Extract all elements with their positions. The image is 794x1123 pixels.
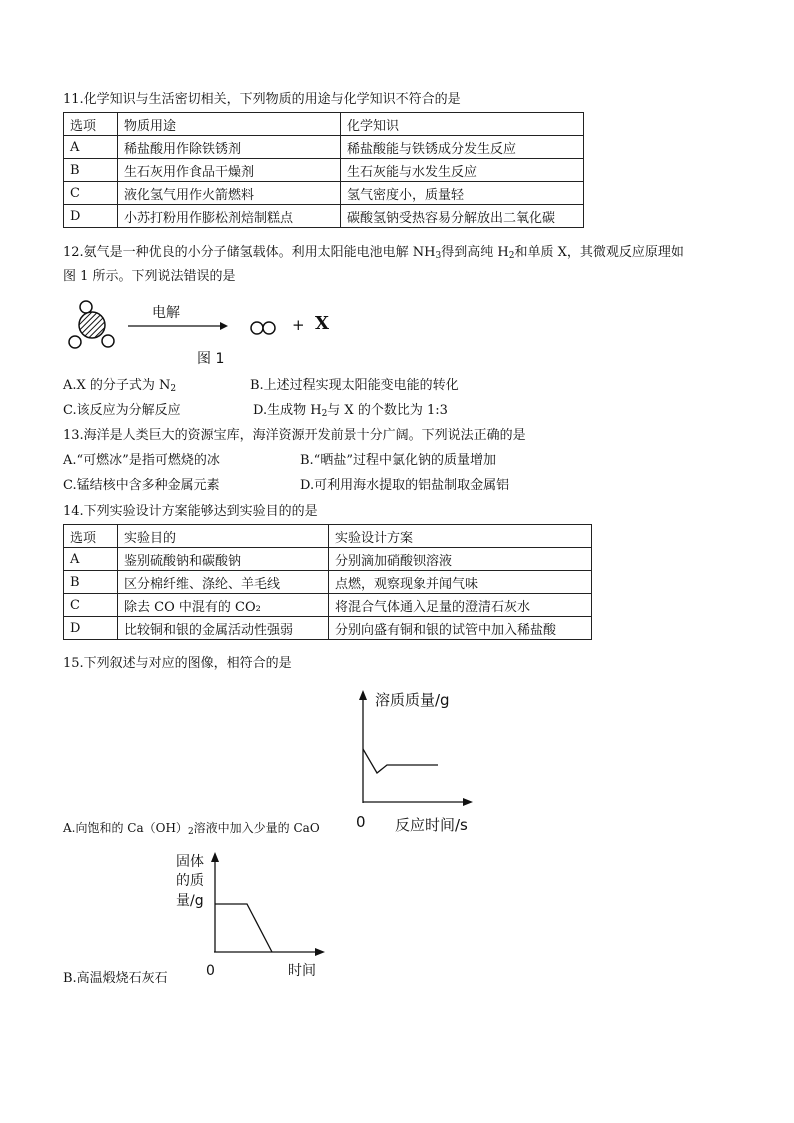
q12-option-a: A.X 的分子式为 $N_2$ xyxy=(63,378,177,394)
q12-option-d: D.生成物 $H_2$与 X 的个数比为 1:3 xyxy=(253,403,448,419)
table-row xyxy=(64,136,584,159)
table-row xyxy=(64,159,584,182)
table-cell: 将混合气体通入足量的澄清石灰水 xyxy=(329,594,592,617)
table-header: 物质用途 xyxy=(118,113,341,136)
table-header-row xyxy=(64,525,592,548)
graph-b-caption: B.高温煅烧石灰石 xyxy=(63,971,168,986)
graph-b-y-axis xyxy=(211,852,219,952)
graph-b-ylabel-1: 固体 xyxy=(176,854,204,870)
table-cell: 区分棉纤维、涤纶、羊毛线 xyxy=(118,571,329,594)
q11-table xyxy=(63,112,584,228)
q12-option-c: C.该反应为分解反应 xyxy=(63,403,181,418)
table-cell: 比较铜和银的金属活动性强弱 xyxy=(118,617,329,640)
table-row xyxy=(64,548,592,571)
table-cell: D xyxy=(64,205,118,228)
table-cell: C xyxy=(64,182,118,205)
graph-b-x-axis xyxy=(214,948,325,956)
q12-stem-line1: 12.氨气是一种优良的小分子储氢载体。利用太阳能电池电解 $NH_3$得到高纯 $H_2$和单质 X，其微观反应原理如 xyxy=(63,245,684,261)
graph-a-x-axis xyxy=(363,798,473,806)
table-cell: 稀盐酸用作除铁锈剂 xyxy=(118,136,341,159)
graph-a-curve xyxy=(363,749,438,773)
table-row xyxy=(64,205,584,228)
graph-b-xlabel: 时间 xyxy=(288,963,316,979)
table-header: 选项 xyxy=(64,525,118,548)
table-header: 实验设计方案 xyxy=(329,525,592,548)
q13-stem: 13.海洋是人类巨大的资源宝库，海洋资源开发前景十分广阔。下列说法正确的是 xyxy=(63,428,526,443)
q11-stem: 11.化学知识与生活密切相关，下列物质的用途与化学知识不符合的是 xyxy=(63,92,461,107)
graph-a-ylabel: 溶质质量/g xyxy=(375,691,450,709)
table-cell: A xyxy=(64,136,118,159)
table-row xyxy=(64,571,592,594)
q14-table xyxy=(63,524,592,640)
table-cell: 稀盐酸能与铁锈成分发生反应 xyxy=(341,136,584,159)
arrow-icon xyxy=(128,322,228,330)
table-cell: 生石灰用作食品干燥剂 xyxy=(118,159,341,182)
hydrogen-molecule-icon xyxy=(251,322,275,334)
table-header-row xyxy=(64,113,584,136)
table-cell: 分别滴加硝酸钡溶液 xyxy=(329,548,592,571)
table-cell: B xyxy=(64,159,118,182)
table-cell: 液化氢气用作火箭燃料 xyxy=(118,182,341,205)
table-cell: D xyxy=(64,617,118,640)
table-header: 选项 xyxy=(64,113,118,136)
table-row xyxy=(64,617,592,640)
graph-a-origin: 0 xyxy=(356,813,366,831)
q12-option-b: B.上述过程实现太阳能变电能的转化 xyxy=(250,378,459,393)
graph-a-y-axis xyxy=(359,690,367,803)
table-cell: 小苏打粉用作膨松剂焙制糕点 xyxy=(118,205,341,228)
table-row xyxy=(64,594,592,617)
table-cell: 氢气密度小，质量轻 xyxy=(341,182,584,205)
table-cell: 点燃，观察现象并闻气味 xyxy=(329,571,592,594)
table-cell: 鉴别硫酸钠和碳酸钠 xyxy=(118,548,329,571)
q15-stem: 15.下列叙述与对应的图像，相符合的是 xyxy=(63,656,292,671)
table-cell: 除去 CO 中混有的 CO₂ xyxy=(118,594,329,617)
table-cell: 生石灰能与水发生反应 xyxy=(341,159,584,182)
table-cell: C xyxy=(64,594,118,617)
graph-b-curve xyxy=(215,904,272,952)
table-row xyxy=(64,182,584,205)
graph-b xyxy=(205,850,335,960)
q14-stem: 14.下列实验设计方案能够达到实验目的的是 xyxy=(63,504,318,519)
table-header: 化学知识 xyxy=(341,113,584,136)
arrow-label: 电解 xyxy=(152,305,180,321)
graph-a-xlabel: 反应时间/s xyxy=(395,816,468,834)
graph-a-caption: A.向饱和的 $Ca(OH)_2$溶液中加入少量的 CaO xyxy=(63,821,320,837)
table-cell: 碳酸氢钠受热容易分解放出二氧化碳 xyxy=(341,205,584,228)
plus-sign: + xyxy=(292,316,305,334)
product-x: X xyxy=(315,313,329,334)
graph-b-ylabel-2: 的质 xyxy=(176,873,204,889)
graph-b-origin: 0 xyxy=(206,963,215,979)
q12-stem-line2: 图 1 所示。下列说法错误的是 xyxy=(63,269,236,284)
figure-label: 图 1 xyxy=(197,351,225,367)
ammonia-molecule-icon xyxy=(69,301,114,348)
table-cell: B xyxy=(64,571,118,594)
q13-option-b: B.“晒盐”过程中氯化钠的质量增加 xyxy=(300,453,496,468)
q13-option-c: C.锰结核中含多种金属元素 xyxy=(63,478,220,493)
q13-option-d: D.可利用海水提取的铝盐制取金属铝 xyxy=(300,478,510,493)
table-cell: A xyxy=(64,548,118,571)
q13-option-a: A.“可燃冰”是指可燃烧的冰 xyxy=(63,453,220,468)
graph-b-ylabel-3: 量/g xyxy=(176,893,204,909)
table-cell: 分别向盛有铜和银的试管中加入稀盐酸 xyxy=(329,617,592,640)
table-header: 实验目的 xyxy=(118,525,329,548)
